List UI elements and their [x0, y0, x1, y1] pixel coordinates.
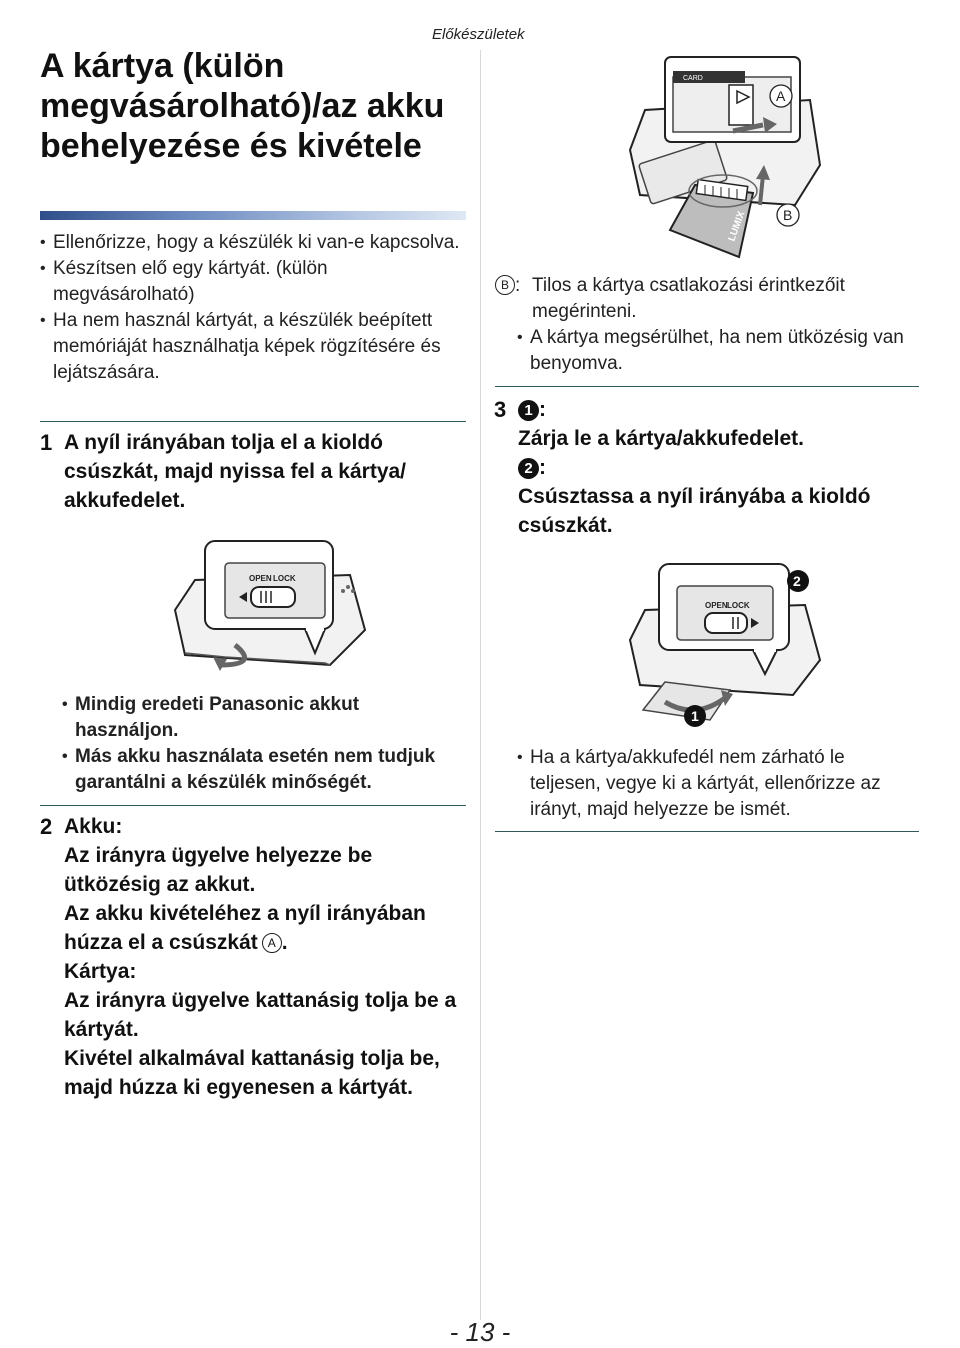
- note-b-text-line: B :: [495, 273, 915, 299]
- brand-label: LUMIX: [726, 209, 748, 243]
- step-2-card-heading: Kártya:: [64, 960, 137, 983]
- closing-bullet-list: [517, 745, 917, 823]
- figure-label-a: A: [776, 88, 786, 104]
- marker-1: 1: [518, 400, 539, 421]
- lock-label: LOCK: [273, 574, 296, 583]
- figure-battery-card-insert: [625, 55, 825, 265]
- note-b-bullet-list: [495, 325, 915, 377]
- step-3-marker-2: 2 :: [518, 453, 918, 482]
- list-item: • A kártya megsérülhet, ha nem ütközésig van benyomva.: [517, 325, 915, 377]
- step-1-text: A nyíl irányában tolja el a kioldó csúszkát, majd nyissa fel a kártya/ akkufedelet.: [64, 431, 407, 512]
- divider: [495, 386, 919, 387]
- step-2: [40, 812, 464, 1102]
- column-divider: [480, 50, 481, 1320]
- step-2-card-remove: Kivétel alkalmával kattanásig tolja be, majd húzza ki egyenesen a kártyát.: [64, 1047, 440, 1099]
- list-item: • Más akku használata esetén nem tudjuk garantálni a készülék minőségét.: [62, 744, 467, 796]
- lock-label: LOCK: [727, 601, 750, 610]
- marker-2: 2: [518, 458, 539, 479]
- list-item: • Ellenőrizze, hogy a készülék ki van-e kapcsolva.: [40, 230, 470, 256]
- divider: [495, 831, 919, 832]
- divider: [40, 421, 466, 422]
- step-3-part-1: Zárja le a kártya/akkufedelet.: [518, 427, 804, 450]
- step-number: 1: [40, 430, 53, 455]
- step-3-part-2: Csúsztassa a nyíl irányába a kioldó csúszkát.: [518, 485, 871, 537]
- open-label: OPEN: [249, 574, 272, 583]
- step-2-battery-heading: Akku:: [64, 815, 123, 838]
- battery-bullet-list: [62, 692, 467, 796]
- step-3-marker-1: 1 :: [518, 395, 918, 424]
- marker-a: A: [262, 933, 282, 953]
- divider: [40, 805, 466, 806]
- step-1: [40, 428, 456, 515]
- step-3: [494, 395, 918, 540]
- marker-b: B: [495, 275, 515, 295]
- step-2-battery-remove: Az akku kivételéhez a nyíl irányában húzza el a csúszkát A .: [64, 902, 426, 954]
- step-2-battery-insert: Az irányra ügyelve helyezze be ütközésig az akkut.: [64, 844, 373, 896]
- note-b-text: Tilos a kártya csatlakozási érintkezőit megérinteni.: [532, 275, 845, 322]
- step-2-card-insert: Az irányra ügyelve kattanásig tolja be a kártyát.: [64, 989, 457, 1041]
- marker-1: 1: [691, 708, 699, 724]
- figure-open-cover: [165, 535, 380, 685]
- list-item: • Mindig eredeti Panasonic akkut használjon.: [62, 692, 467, 744]
- figure-close-cover: [625, 560, 825, 730]
- open-label: OPEN: [705, 601, 728, 610]
- intro-bullet-list: [40, 230, 470, 386]
- list-item: • Ha nem használ kártyát, a készülék beépített memóriáját használhatja képek rögzítésére és lejátszására.: [40, 308, 470, 386]
- marker-2: 2: [793, 573, 801, 589]
- section-header: Előkészületek: [432, 26, 525, 43]
- page-title: A kártya (külön megvásárolható)/az akku behelyezése és kivétele: [40, 47, 445, 165]
- card-label: CARD: [683, 75, 703, 82]
- list-item: • Ha a kártya/akkufedél nem zárható le teljesen, vegye ki a kártyát, ellenőrizze az irányt, majd helyezze be ismét.: [517, 745, 917, 823]
- page-number: - 13 -: [449, 1317, 511, 1347]
- step-number: 3: [494, 397, 507, 422]
- step-number: 2: [40, 814, 53, 839]
- note-b: [495, 273, 915, 377]
- figure-label-b: B: [783, 207, 793, 223]
- title-underline: [40, 211, 466, 220]
- list-item: • Készítsen elő egy kártyát. (külön megvásárolható): [40, 256, 470, 308]
